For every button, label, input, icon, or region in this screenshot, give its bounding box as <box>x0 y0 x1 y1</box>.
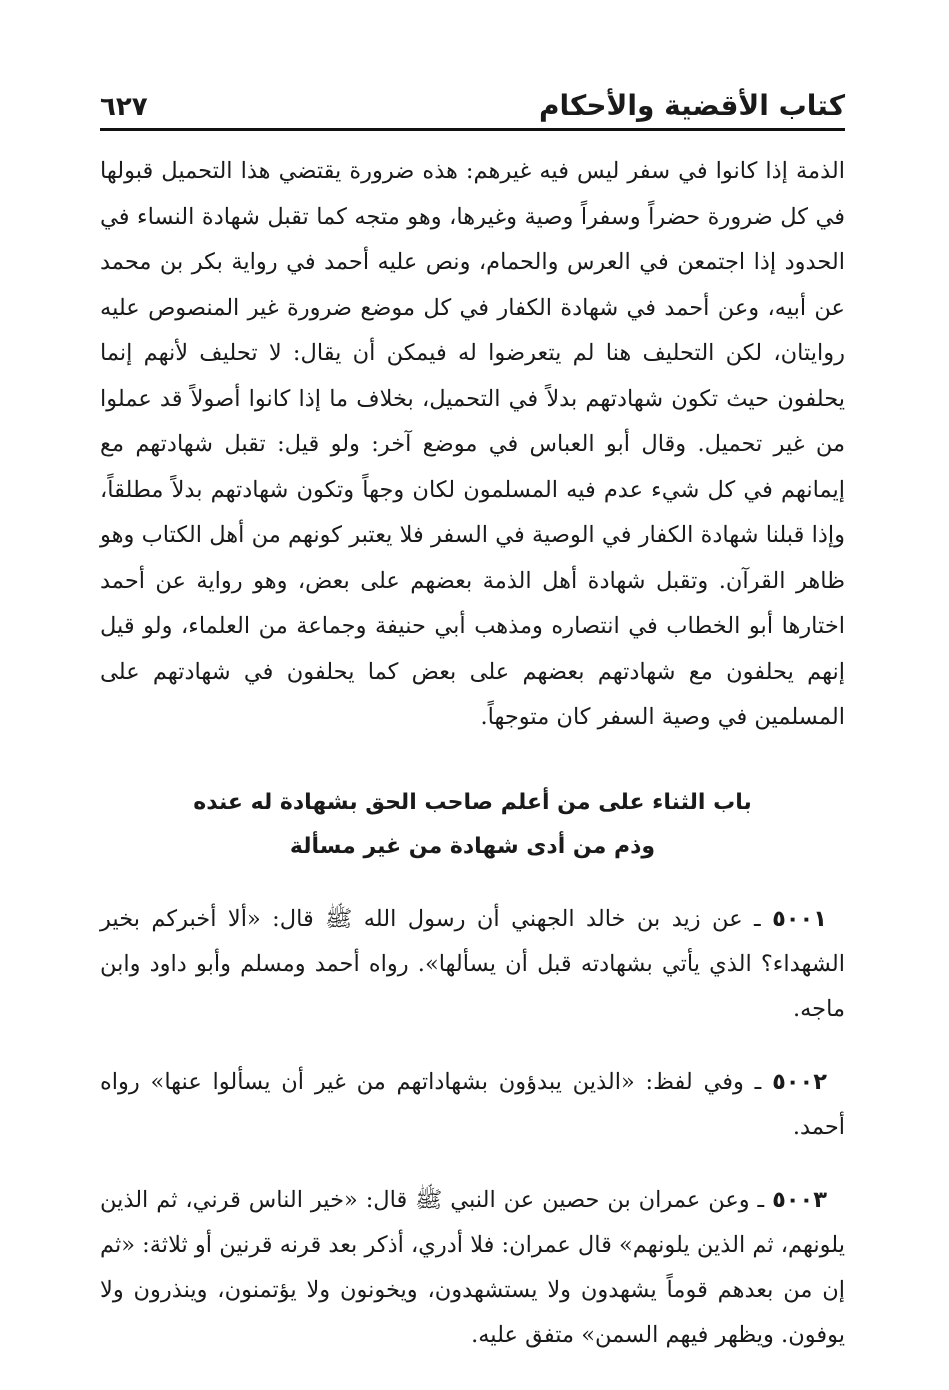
body-paragraph <box>100 149 845 741</box>
running-header <box>100 70 845 122</box>
hadith-number: ٥٠٠٣ <box>772 1186 827 1213</box>
hadith-text: ـ وعن عمران بن حصين عن النبي ﷺ قال: «خير الناس قرني، ثم الذين يلونهم، ثم الذين يلونهم» قال عمران: فلا أدري، أذكر بعد قرنه قرنين أو ثلاثة: «ثم إن من بعدهم قوماً يشهدون ولا يستشهدون، ويخونون ولا يؤتمنون، وينذرون ولا يوفون. ويظهر فيهم السمن» متفق عليه. <box>100 1186 845 1348</box>
book-page <box>100 70 845 1370</box>
hadith-5003 <box>100 1178 845 1358</box>
header-rule <box>100 128 845 131</box>
section-title-line-2: وذم من أدى شهادة من غير مسألة <box>289 833 656 859</box>
page-number: ٦٢٧ <box>100 92 148 122</box>
hadith-number: ٥٠٠١ <box>772 905 828 932</box>
hadith-text: ـ عن زيد بن خالد الجهني أن رسول الله ﷺ قال: «ألا أخبركم بخير الشهداء؟ الذي يأتي بشهادته قبل أن يسألها». رواه أحمد ومسلم وأبو داود وابن ماجه. <box>100 905 845 1022</box>
hadith-5002 <box>100 1060 845 1150</box>
section-title-line-1: باب الثناء على من أعلم صاحب الحق بشهادة له عنده <box>193 789 752 815</box>
section-title <box>100 781 845 869</box>
body-paragraph-text: الذمة إذا كانوا في سفر ليس فيه غيرهم: هذه ضرورة يقتضي هذا التحميل قبولها في كل ضرورة حضراً وسفراً وصية وغيرها، وهو متجه كما تقبل شهادة النساء في الحدود إذا اجتمعن في العرس والحمام، ونص عليه أحمد في رواية بكر بن محمد عن أبيه، وعن أحمد في شهادة الكفار في كل موضع ضرورة غير المنصوص عليه روايتان، لكن التحليف هنا لم يتعرضوا له فيمكن أن يقال: لا تحليف لأنهم إنما يحلفون حيث تكون شهادتهم بدلاً في التحميل، بخلاف ما إذا كانوا أصولاً قد عملوا من غير تحميل. وقال أبو العباس في موضع آخر: ولو قيل: تقبل شهادتهم مع إيمانهم في كل شيء عدم فيه المسلمون لكان وجهاً وتكون شهادتهم بدلاً مطلقاً، وإذا قبلنا شهادة الكفار في الوصية في السفر فلا يعتبر كونهم من أهل الكتاب وهو ظاهر القرآن. وتقبل شهادة أهل الذمة بعضهم على بعض، وهو رواية عن أحمد اختارها أبو الخطاب في انتصاره ومذهب أبي حنيفة وجماعة من العلماء، ولو قيل إنهم يحلفون مع شهادتهم بعضهم على بعض كما يحلفون في شهادتهم على المسلمين في وصية السفر كان متوجهاً. <box>100 158 846 730</box>
hadith-number: ٥٠٠٢ <box>772 1068 827 1095</box>
hadith-text: ـ وفي لفظ: «الذين يبدؤون بشهاداتهم من غير أن يسألوا عنها» رواه أحمد. <box>100 1068 845 1140</box>
book-title: كتاب الأقضية والأحكام <box>539 89 845 122</box>
hadith-5001 <box>100 897 845 1032</box>
